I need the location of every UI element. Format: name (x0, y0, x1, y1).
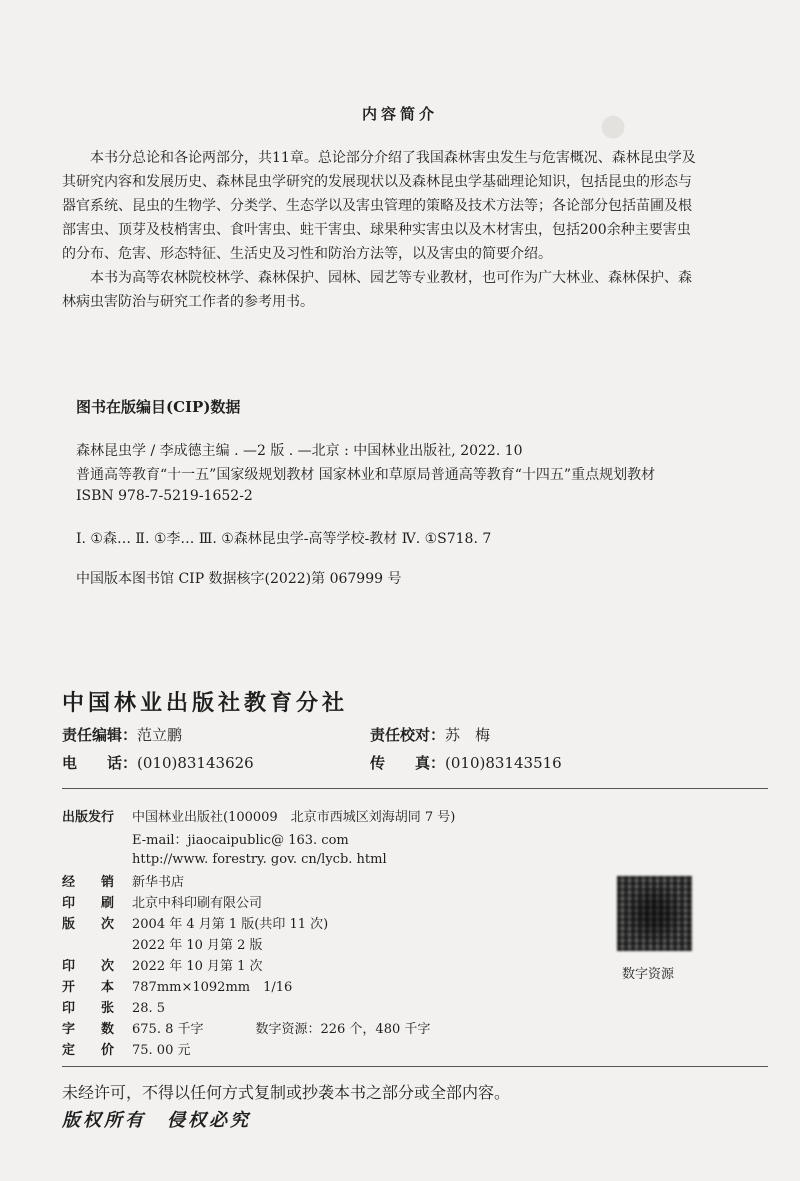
colophon-value: 新华书店 (132, 875, 185, 890)
summary-line: 林病虫害防治与研究工作者的参考用书。 (62, 294, 314, 310)
cip-classification: Ⅰ. ①森… Ⅱ. ①李… Ⅲ. ①森林昆虫学-高等学校-教材 Ⅳ. ①S718. 7 (76, 531, 492, 547)
publisher-label: 出版发行 (62, 810, 115, 825)
colophon-row (62, 934, 263, 953)
summary-line: 本书为高等农林院校林学、森林保护、园林、园艺等专业教材，也可作为广大林业、森林保护、森 (90, 270, 692, 286)
colophon-row (62, 892, 262, 911)
proofreader-line (370, 724, 490, 745)
colophon-label: 版 次 (62, 917, 115, 932)
fax-label: 传 真： (370, 754, 446, 772)
rights-reserved: 版权所有 侵权必究 (62, 1110, 251, 1131)
colophon-row (62, 955, 263, 974)
phone-line (62, 752, 254, 773)
phone-number: (010)83143626 (137, 754, 254, 772)
colophon-label: 印 刷 (62, 896, 115, 911)
colophon-label: 印 张 (62, 1001, 115, 1016)
colophon-value: 28. 5 (132, 1001, 166, 1016)
colophon-row (62, 913, 328, 932)
copy-notice: 未经许可，不得以任何方式复制或抄袭本书之部分或全部内容。 (62, 1083, 511, 1102)
summary-title: 内容简介 (361, 105, 438, 123)
colophon-label: 经 销 (62, 875, 115, 890)
press-name: 中国林业出版社教育分社 (62, 690, 349, 716)
colophon-label: 开 本 (62, 980, 115, 995)
colophon-value: 2022 年 10 月第 1 次 (132, 959, 263, 974)
fax-number: (010)83143516 (445, 754, 562, 772)
summary-paragraph-2 (62, 266, 742, 314)
colophon-row (62, 1039, 190, 1058)
colophon-value: 北京中科印刷有限公司 (132, 896, 263, 911)
colophon-label: 印 次 (62, 959, 115, 974)
publisher-value: 中国林业出版社(100009 北京市西城区刘海胡同 7 号) (132, 810, 456, 825)
summary-line: 部害虫、顶芽及枝梢害虫、食叶害虫、蛀干害虫、球果种实害虫以及木材害虫，包括200余种主要害虫 (62, 222, 691, 238)
qr-code-label: 数字资源 (622, 967, 675, 982)
cip-isbn: ISBN 978-7-5219-1652-2 (76, 488, 253, 504)
phone-label: 电 话： (62, 754, 138, 772)
email-line: E-mail：jiaocaipublic@ 163. com (132, 833, 349, 848)
colophon-value: 2004 年 4 月第 1 版(共印 11 次) (132, 917, 329, 932)
proofreader-label: 责任校对： (370, 726, 446, 744)
url-line: http://www. forestry. gov. cn/lycb. html (132, 852, 387, 867)
colophon-label: 字 数 (62, 1022, 115, 1037)
editor-name: 范立鹏 (137, 726, 183, 744)
divider-top (62, 788, 768, 789)
cip-line-2: 普通高等教育“十一五”国家级规划教材 国家林业和草原局普通高等教育“十四五”重点规划教材 (76, 467, 656, 483)
fax-line (370, 752, 562, 773)
proofreader-name: 苏 梅 (445, 726, 491, 744)
summary-paragraph-1 (62, 146, 742, 266)
editor-line (62, 724, 182, 745)
colophon-row (62, 871, 184, 890)
summary-line: 其研究内容和发展历史、森林昆虫学研究的发展现状以及森林昆虫学基础理论知识，包括昆虫的形态与 (62, 174, 692, 190)
colophon-label: 定 价 (62, 1043, 115, 1058)
cip-record-number: 中国版本图书馆 CIP 数据核字(2022)第 067999 号 (76, 571, 402, 587)
show-through-watermark: ● (600, 108, 627, 143)
summary-line: 的分布、危害、形态特征、生活史及习性和防治方法等，以及害虫的简要介绍。 (62, 246, 552, 262)
summary-line: 本书分总论和各论两部分，共11章。总论部分介绍了我国森林害虫发生与危害概况、森林昆虫学及 (90, 150, 696, 166)
divider-bottom (62, 1066, 768, 1067)
colophon-row (62, 997, 165, 1016)
editor-label: 责任编辑： (62, 726, 138, 744)
colophon-value: 75. 00 元 (132, 1043, 191, 1058)
cip-line-1: 森林昆虫学 / 李成德主编 . —2 版 . —北京 : 中国林业出版社, 2022. 10 (76, 443, 523, 459)
summary-line: 器官系统、昆虫的生物学、分类学、生态学以及害虫管理的策略及技术方法等；各论部分包括苗圃及根 (62, 198, 692, 214)
colophon-value: 2022 年 10 月第 2 版 (132, 938, 263, 953)
qr-code[interactable] (617, 876, 692, 951)
colophon-value: 675. 8 千字 数字资源：226 个，480 千字 (132, 1022, 431, 1037)
colophon-value: 787mm×1092mm 1/16 (132, 980, 293, 995)
publisher-row (62, 806, 455, 825)
colophon-row (62, 1018, 430, 1037)
colophon-row (62, 976, 292, 995)
cip-heading: 图书在版编目(CIP)数据 (76, 398, 241, 416)
